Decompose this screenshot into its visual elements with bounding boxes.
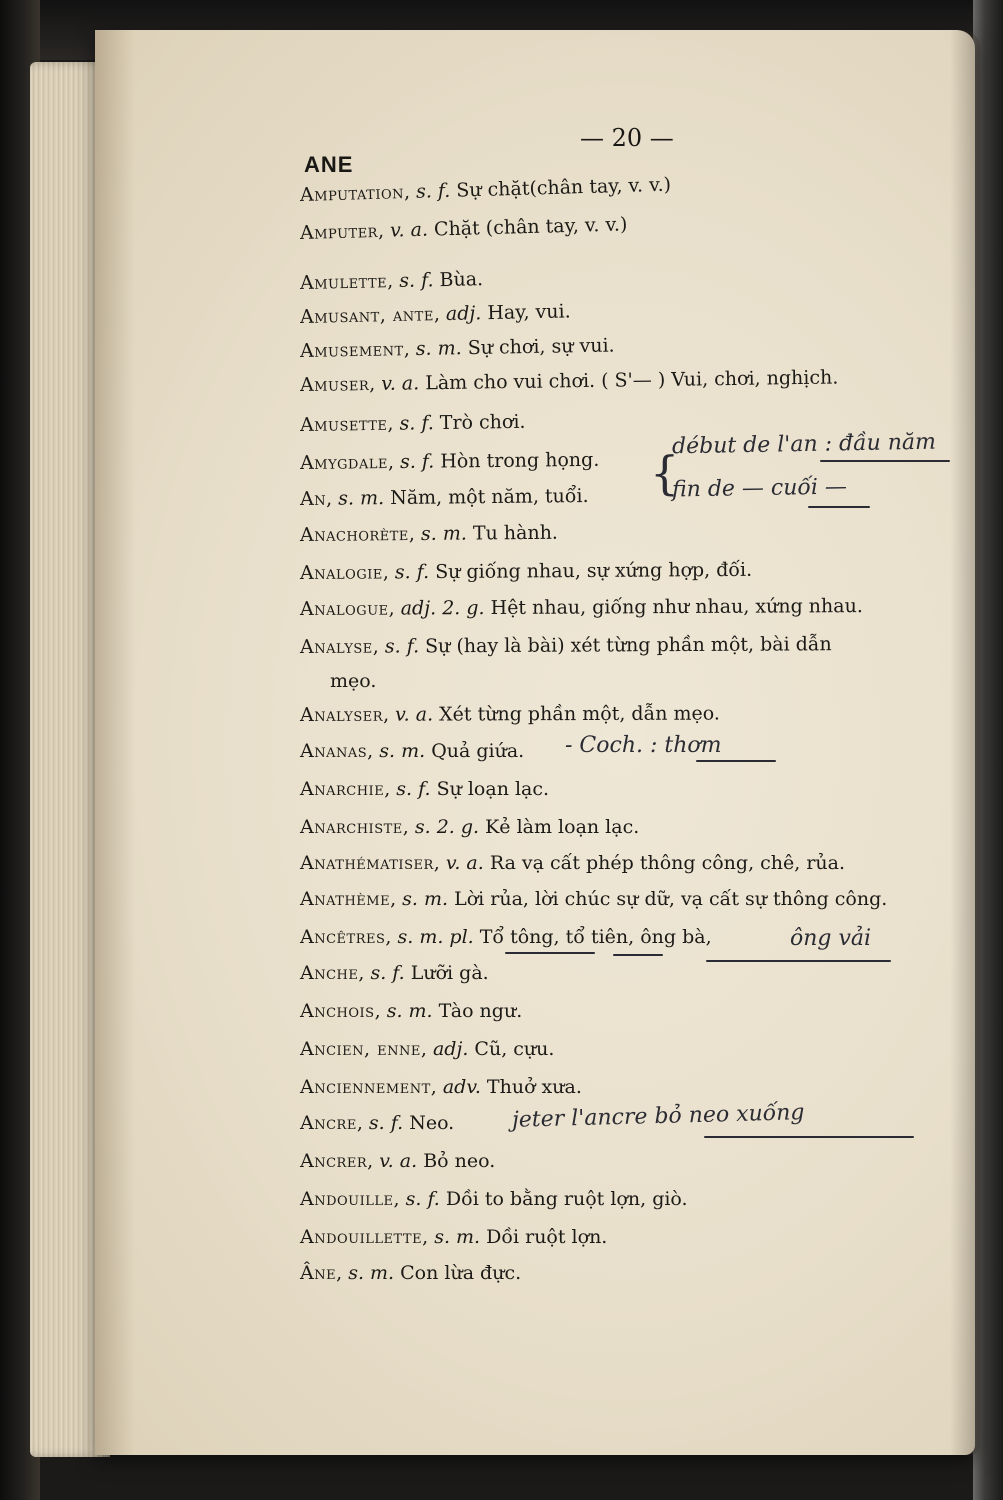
entry-grammar: s. f. [399,450,435,473]
entry-grammar: s. f. [384,635,420,658]
entry-headword: Âne [300,1262,337,1284]
handwritten-note-debut: début de l'an : đầu năm [671,429,937,460]
entry-definition: Kẻ làm loạn lạc. [485,816,640,838]
entry-headword: Amputer [299,219,379,244]
entry-definition: Sự giống nhau, sự xứng hợp, đối. [435,558,753,584]
handwritten-underline [704,1136,914,1138]
entry-grammar: s. m. pl. [397,926,474,948]
page-curl-shadow [950,30,980,1455]
entry-grammar: s. m. [348,1262,395,1284]
entry-definition: Lưỡi gà. [410,962,489,984]
entry-definition: Năm, một năm, tuổi. [390,484,589,510]
entry-headword: Ancêtres [300,926,386,948]
entry: Ancien, enne, adj. Cũ, cựu. [300,1038,555,1060]
entry-definition: Sự (hay là bài) xét từng phần một, bài dẫn [425,633,832,658]
entry: Analogie, s. f. Sự giống nhau, sự xứng hợp, đối. [299,558,753,584]
entry: Ananas, s. m. Quả giứa. [300,740,525,762]
entry: Anathématiser, v. a. Ra vạ cất phép thông công, chê, rủa. [300,852,846,874]
entry-definition: Sự loạn lạc. [436,778,550,800]
entry-headword: Andouille [300,1188,394,1210]
entry: Anche, s. f. Lưỡi gà. [300,962,489,984]
entry-definition: Hay, vui. [487,300,571,325]
entry-grammar: s. f. [399,269,434,292]
handwritten-note-ancre: jeter l'ancre bỏ neo xuống [511,1100,805,1133]
entry-definition: Chặt (chân tay, v. v.) [433,213,628,241]
entry-grammar: v. a. [381,372,420,395]
entry-definition: Xét từng phần một, dẫn mẹo. [439,702,720,726]
entry-grammar: s. f. [394,561,430,584]
entry-grammar: s. 2. g. [414,816,480,838]
entry-headword: Andouillette [300,1226,423,1248]
entry: Ancêtres, s. m. pl. Tổ tông, tổ tiên, ông bà, [300,926,712,948]
entry-definition: Tổ tông, tổ tiên, ông bà, [479,926,712,948]
entry-headword: Amusette [299,412,388,436]
entry-grammar: s. f. [399,412,434,435]
handwritten-note-ananas: - Coch. : thơm [565,733,722,758]
entry-definition: Làm cho vui chơi. ( S'— ) Vui, chơi, nghịch. [425,366,839,395]
entry-grammar: s. f. [368,1112,404,1134]
entry-definition: Con lừa đực. [400,1262,522,1284]
entry: Âne, s. m. Con lừa đực. [300,1262,522,1284]
entry-definition: Bỏ neo. [423,1150,496,1172]
entry-grammar: adv. [442,1076,481,1098]
entry-headword: Analogue [299,597,389,620]
entry-definition: Sự chơi, sự vui. [467,334,615,360]
entry: Amuser, v. a. Làm cho vui chơi. ( S'— ) Vui, chơi, nghịch. [299,366,839,396]
entry: Anarchiste, s. 2. g. Kẻ làm loạn lạc. [300,816,640,838]
entry-headword: Anathème [300,888,391,910]
entry-grammar: s. f. [396,778,431,800]
entry-headword: Ancien, enne [300,1038,421,1060]
entry: Anathème, s. m. Lời rủa, lời chúc sự dữ, vạ cất sự thông công. [300,888,888,910]
handwritten-note-ancetres: ông vải [790,926,872,951]
entry-headword: Anche [300,962,359,984]
entry-headword: Amusant, ante [299,303,435,328]
entry-grammar: s. m. [402,888,449,910]
entry: Amputation, s. f. Sự chặt(chân tay, v. v.) [299,173,672,206]
entry-definition: Sự chặt(chân tay, v. v.) [455,173,672,202]
entry-definition: Hòn trong họng. [440,448,600,473]
entry-definition: Cũ, cựu. [474,1038,555,1060]
handwritten-underline [706,960,891,962]
entry-definition: Neo. [409,1112,455,1134]
entry: Andouille, s. f. Dồi to bằng ruột lợn, giò. [300,1188,688,1210]
entry-headword: An [299,487,327,510]
entry-definition: Tu hành. [472,521,559,545]
entry-grammar: s. m. [415,337,462,360]
entry-headword: Anciennement [300,1076,431,1098]
entry-headword: Anchois [300,1000,375,1022]
entry-headword: Anarchiste [300,816,403,838]
handwritten-note-fin: fin de — cuối — [671,474,848,503]
entry: Anarchie, s. f. Sự loạn lạc. [300,778,550,800]
entry-grammar: s. m. [420,522,467,545]
entry-definition: Dồi ruột lợn. [486,1226,608,1248]
page-number: — 20 — [580,124,674,152]
entry: Amulette, s. f. Bùa. [299,268,484,294]
entry-grammar: v. a. [379,1150,418,1172]
entry-headword: Amputation [299,181,405,206]
entry-grammar: s. f. [415,179,451,203]
entry: Anchois, s. m. Tào ngư. [300,1000,523,1022]
entry: Amputer, v. a. Chặt (chân tay, v. v.) [299,213,628,244]
entry-grammar: adj. [432,1038,469,1060]
entry-definition: Bùa. [439,268,484,292]
entry: Anciennement, adv. Thuở xưa. [300,1076,582,1098]
handwritten-brace-open: { [650,446,680,500]
entry-definition: Dồi to bằng ruột lợn, giò. [445,1188,688,1210]
entry: An, s. m. Năm, một năm, tuổi. [299,484,589,510]
entry-grammar: s. m. [386,1000,433,1022]
entry-definition: Ra vạ cất phép thông công, chê, rủa. [489,852,846,874]
entry-headword: Analyser [299,703,384,726]
entry: Ancre, s. f. Neo. [300,1112,455,1134]
entry-grammar: adj. 2. g. [400,597,485,620]
entry-grammar: s. m. [434,1226,481,1248]
entry: Analyse, s. f. Sự (hay là bài) xét từng phần một, bài dẫn [299,633,832,658]
entry: Andouillette, s. m. Dồi ruột lợn. [300,1226,608,1248]
entry-grammar: adj. [445,302,482,325]
entry-continuation: mẹo. [330,670,377,692]
entry-headword: Amygdale [299,451,389,474]
entry-headword: Ancre [300,1112,357,1134]
entry: Ancrer, v. a. Bỏ neo. [300,1150,496,1172]
entry-definition: Quả giứa. [431,740,525,762]
entry-definition: Tào ngư. [438,1000,523,1022]
entry-headword: Amuser [299,373,370,396]
entry: Amusement, s. m. Sự chơi, sự vui. [299,334,615,362]
entry-definition: Thuở xưa. [486,1076,582,1098]
entry-grammar: s. m. [379,740,426,762]
entry-headword: Amulette [299,270,388,294]
entry: Anachorète, s. m. Tu hành. [299,521,559,546]
entry-grammar: v. a. [395,703,434,726]
entry-headword: Analogie [299,561,383,584]
entry-headword: Anachorète [299,523,409,546]
entry-headword: Ananas [300,740,368,762]
entry-headword: Amusement [299,338,404,362]
running-header-word: ANE [304,152,354,177]
entry: Amusant, ante, adj. Hay, vui. [299,300,571,328]
entry: Analyser, v. a. Xét từng phần một, dẫn mẹo. [299,702,720,726]
handwritten-underline [696,760,776,762]
entry-definition: Hệt nhau, giống như nhau, xứng nhau. [490,595,863,620]
handwritten-underline [820,460,950,462]
entry-grammar: s. m. [338,487,385,510]
handwritten-underline [808,506,870,508]
entry-headword: Anathématiser [300,852,434,874]
entry: Amusette, s. f. Trò chơi. [299,410,526,436]
entry-grammar: s. f. [370,962,405,984]
entry-grammar: v. a. [445,852,484,874]
handwritten-underline [505,952,595,954]
entry-definition: Lời rủa, lời chúc sự dữ, vạ cất sự thông công. [454,888,888,910]
entry-headword: Analyse [299,635,373,658]
handwritten-underline [613,954,663,956]
entry-grammar: s. f. [405,1188,440,1210]
entry: Amygdale, s. f. Hòn trong họng. [299,448,600,474]
entry-definition: Trò chơi. [439,410,526,435]
entry-headword: Ancrer [300,1150,368,1172]
entry: Analogue, adj. 2. g. Hệt nhau, giống như nhau, xứng nhau. [299,595,863,620]
entry-headword: Anarchie [300,778,385,800]
entry-grammar: v. a. [389,218,429,242]
